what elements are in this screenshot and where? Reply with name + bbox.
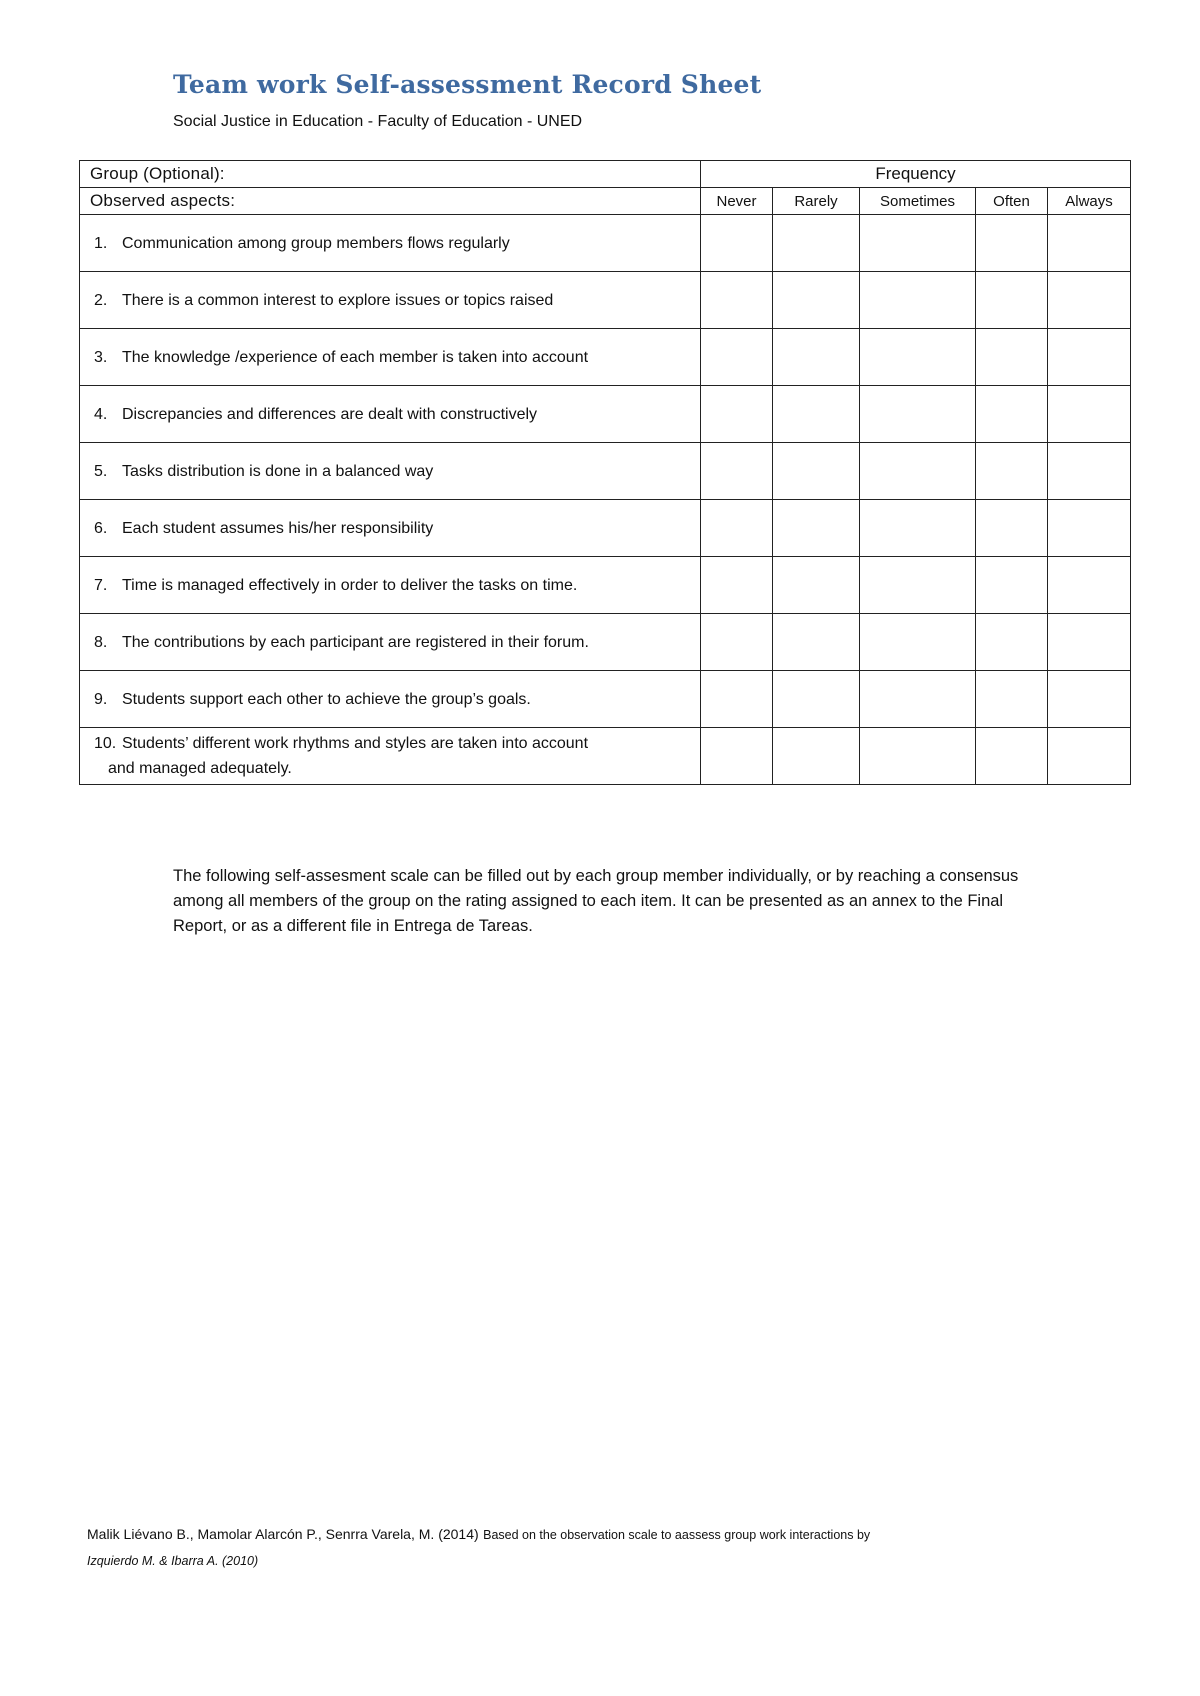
table-header-row-group [80,161,1131,188]
footer-citation [87,1522,1047,1574]
rating-cell-sometimes[interactable] [860,500,976,557]
rating-cell-sometimes[interactable] [860,215,976,272]
rating-cell-rarely[interactable] [773,215,860,272]
table-row [80,728,1131,785]
item-text: Each student assumes his/her responsibility [122,519,434,537]
rating-cell-rarely[interactable] [773,500,860,557]
table-row [80,443,1131,500]
table-row [80,215,1131,272]
table-header-row-aspects [80,188,1131,215]
rating-cell-sometimes[interactable] [860,443,976,500]
rating-cell-always[interactable] [1048,386,1131,443]
rating-cell-often[interactable] [976,215,1048,272]
rating-cell-often[interactable] [976,557,1048,614]
rating-cell-sometimes[interactable] [860,557,976,614]
rating-cell-often[interactable] [976,386,1048,443]
rating-cell-rarely[interactable] [773,614,860,671]
item-label [80,215,701,272]
item-label [80,386,701,443]
rating-cell-never[interactable] [701,329,773,386]
rating-cell-always[interactable] [1048,728,1131,785]
rating-cell-never[interactable] [701,443,773,500]
document-subtitle: Social Justice in Education - Faculty of Education - UNED [173,113,583,130]
footer-basis: Based on the observation scale to aassess group work interactions by [483,1528,871,1542]
item-label [80,272,701,329]
rating-cell-rarely[interactable] [773,728,860,785]
rating-cell-rarely[interactable] [773,386,860,443]
rating-cell-always[interactable] [1048,500,1131,557]
table-row [80,614,1131,671]
rating-cell-always[interactable] [1048,329,1131,386]
item-label [80,329,701,386]
column-header-often: Often [976,188,1048,215]
rating-cell-sometimes[interactable] [860,728,976,785]
footer-authors: Malik Liévano B., Mamolar Alarcón P., Senrra Varela, M. (2014) [87,1526,479,1542]
rating-cell-often[interactable] [976,329,1048,386]
rating-cell-always[interactable] [1048,557,1131,614]
rating-cell-sometimes[interactable] [860,671,976,728]
item-number: 8. [94,633,108,651]
document-title: Team work Self-assessment Record Sheet [173,70,762,99]
item-number: 9. [94,690,108,708]
rating-cell-never[interactable] [701,215,773,272]
column-header-never: Never [701,188,773,215]
table-row [80,500,1131,557]
rating-cell-sometimes[interactable] [860,272,976,329]
table-row [80,671,1131,728]
item-text: Students support each other to achieve the group’s goals. [122,690,531,708]
item-number: 5. [94,462,108,480]
rating-cell-never[interactable] [701,614,773,671]
rating-cell-rarely[interactable] [773,557,860,614]
rating-cell-never[interactable] [701,671,773,728]
instructions-note: The following self-assesment scale can be filled out by each group member individually, or by reaching a consensus among all members of the group on the rating assigned to each item. It can be presented as an annex to the Final Report, or as a different file in Entrega de Tareas. [173,867,1019,935]
item-text: Students’ different work rhythms and styles are taken into account [122,735,589,752]
rating-cell-often[interactable] [976,500,1048,557]
rating-cell-never[interactable] [701,557,773,614]
footer-reference: Izquierdo M. & Ibarra A. (2010) [87,1554,259,1568]
item-text: The knowledge /experience of each member is taken into account [122,348,589,366]
rating-cell-rarely[interactable] [773,443,860,500]
rating-cell-rarely[interactable] [773,671,860,728]
table-row [80,386,1131,443]
table-row [80,329,1131,386]
rating-cell-often[interactable] [976,443,1048,500]
item-label [80,443,701,500]
item-label [80,671,701,728]
rating-cell-sometimes[interactable] [860,614,976,671]
item-number: 1. [94,234,108,252]
rating-cell-always[interactable] [1048,614,1131,671]
table-row [80,557,1131,614]
item-text: Time is managed effectively in order to deliver the tasks on time. [122,576,578,594]
item-text: Communication among group members flows regularly [122,234,510,252]
rating-cell-never[interactable] [701,386,773,443]
item-text: The contributions by each participant are registered in their forum. [122,633,589,651]
item-text: Tasks distribution is done in a balanced way [122,462,434,480]
self-assessment-table [79,160,1131,785]
rating-cell-never[interactable] [701,272,773,329]
rating-cell-always[interactable] [1048,215,1131,272]
rating-cell-often[interactable] [976,272,1048,329]
frequency-header: Frequency [701,161,1131,188]
rating-cell-sometimes[interactable] [860,386,976,443]
rating-cell-often[interactable] [976,671,1048,728]
rating-cell-always[interactable] [1048,272,1131,329]
rating-cell-rarely[interactable] [773,329,860,386]
item-number: 7. [94,576,108,594]
item-label [80,728,701,785]
rating-cell-often[interactable] [976,614,1048,671]
rating-cell-never[interactable] [701,500,773,557]
rating-cell-rarely[interactable] [773,272,860,329]
rating-cell-always[interactable] [1048,443,1131,500]
item-number: 2. [94,291,108,309]
observed-aspects-label: Observed aspects: [80,188,701,215]
rating-cell-never[interactable] [701,728,773,785]
item-text-continuation: and managed adequately. [108,760,292,777]
rating-cell-often[interactable] [976,728,1048,785]
item-label [80,614,701,671]
item-number: 6. [94,519,108,537]
item-number: 3. [94,348,108,366]
item-text: There is a common interest to explore issues or topics raised [122,291,554,309]
column-header-rarely: Rarely [773,188,860,215]
rating-cell-sometimes[interactable] [860,329,976,386]
item-label [80,500,701,557]
item-number: 4. [94,405,108,423]
item-text: Discrepancies and differences are dealt with constructively [122,405,538,423]
rating-cell-always[interactable] [1048,671,1131,728]
group-label: Group (Optional): [80,161,701,188]
item-number: 10. [94,735,117,752]
column-header-always: Always [1048,188,1131,215]
item-label [80,557,701,614]
table-row [80,272,1131,329]
column-header-sometimes: Sometimes [860,188,976,215]
